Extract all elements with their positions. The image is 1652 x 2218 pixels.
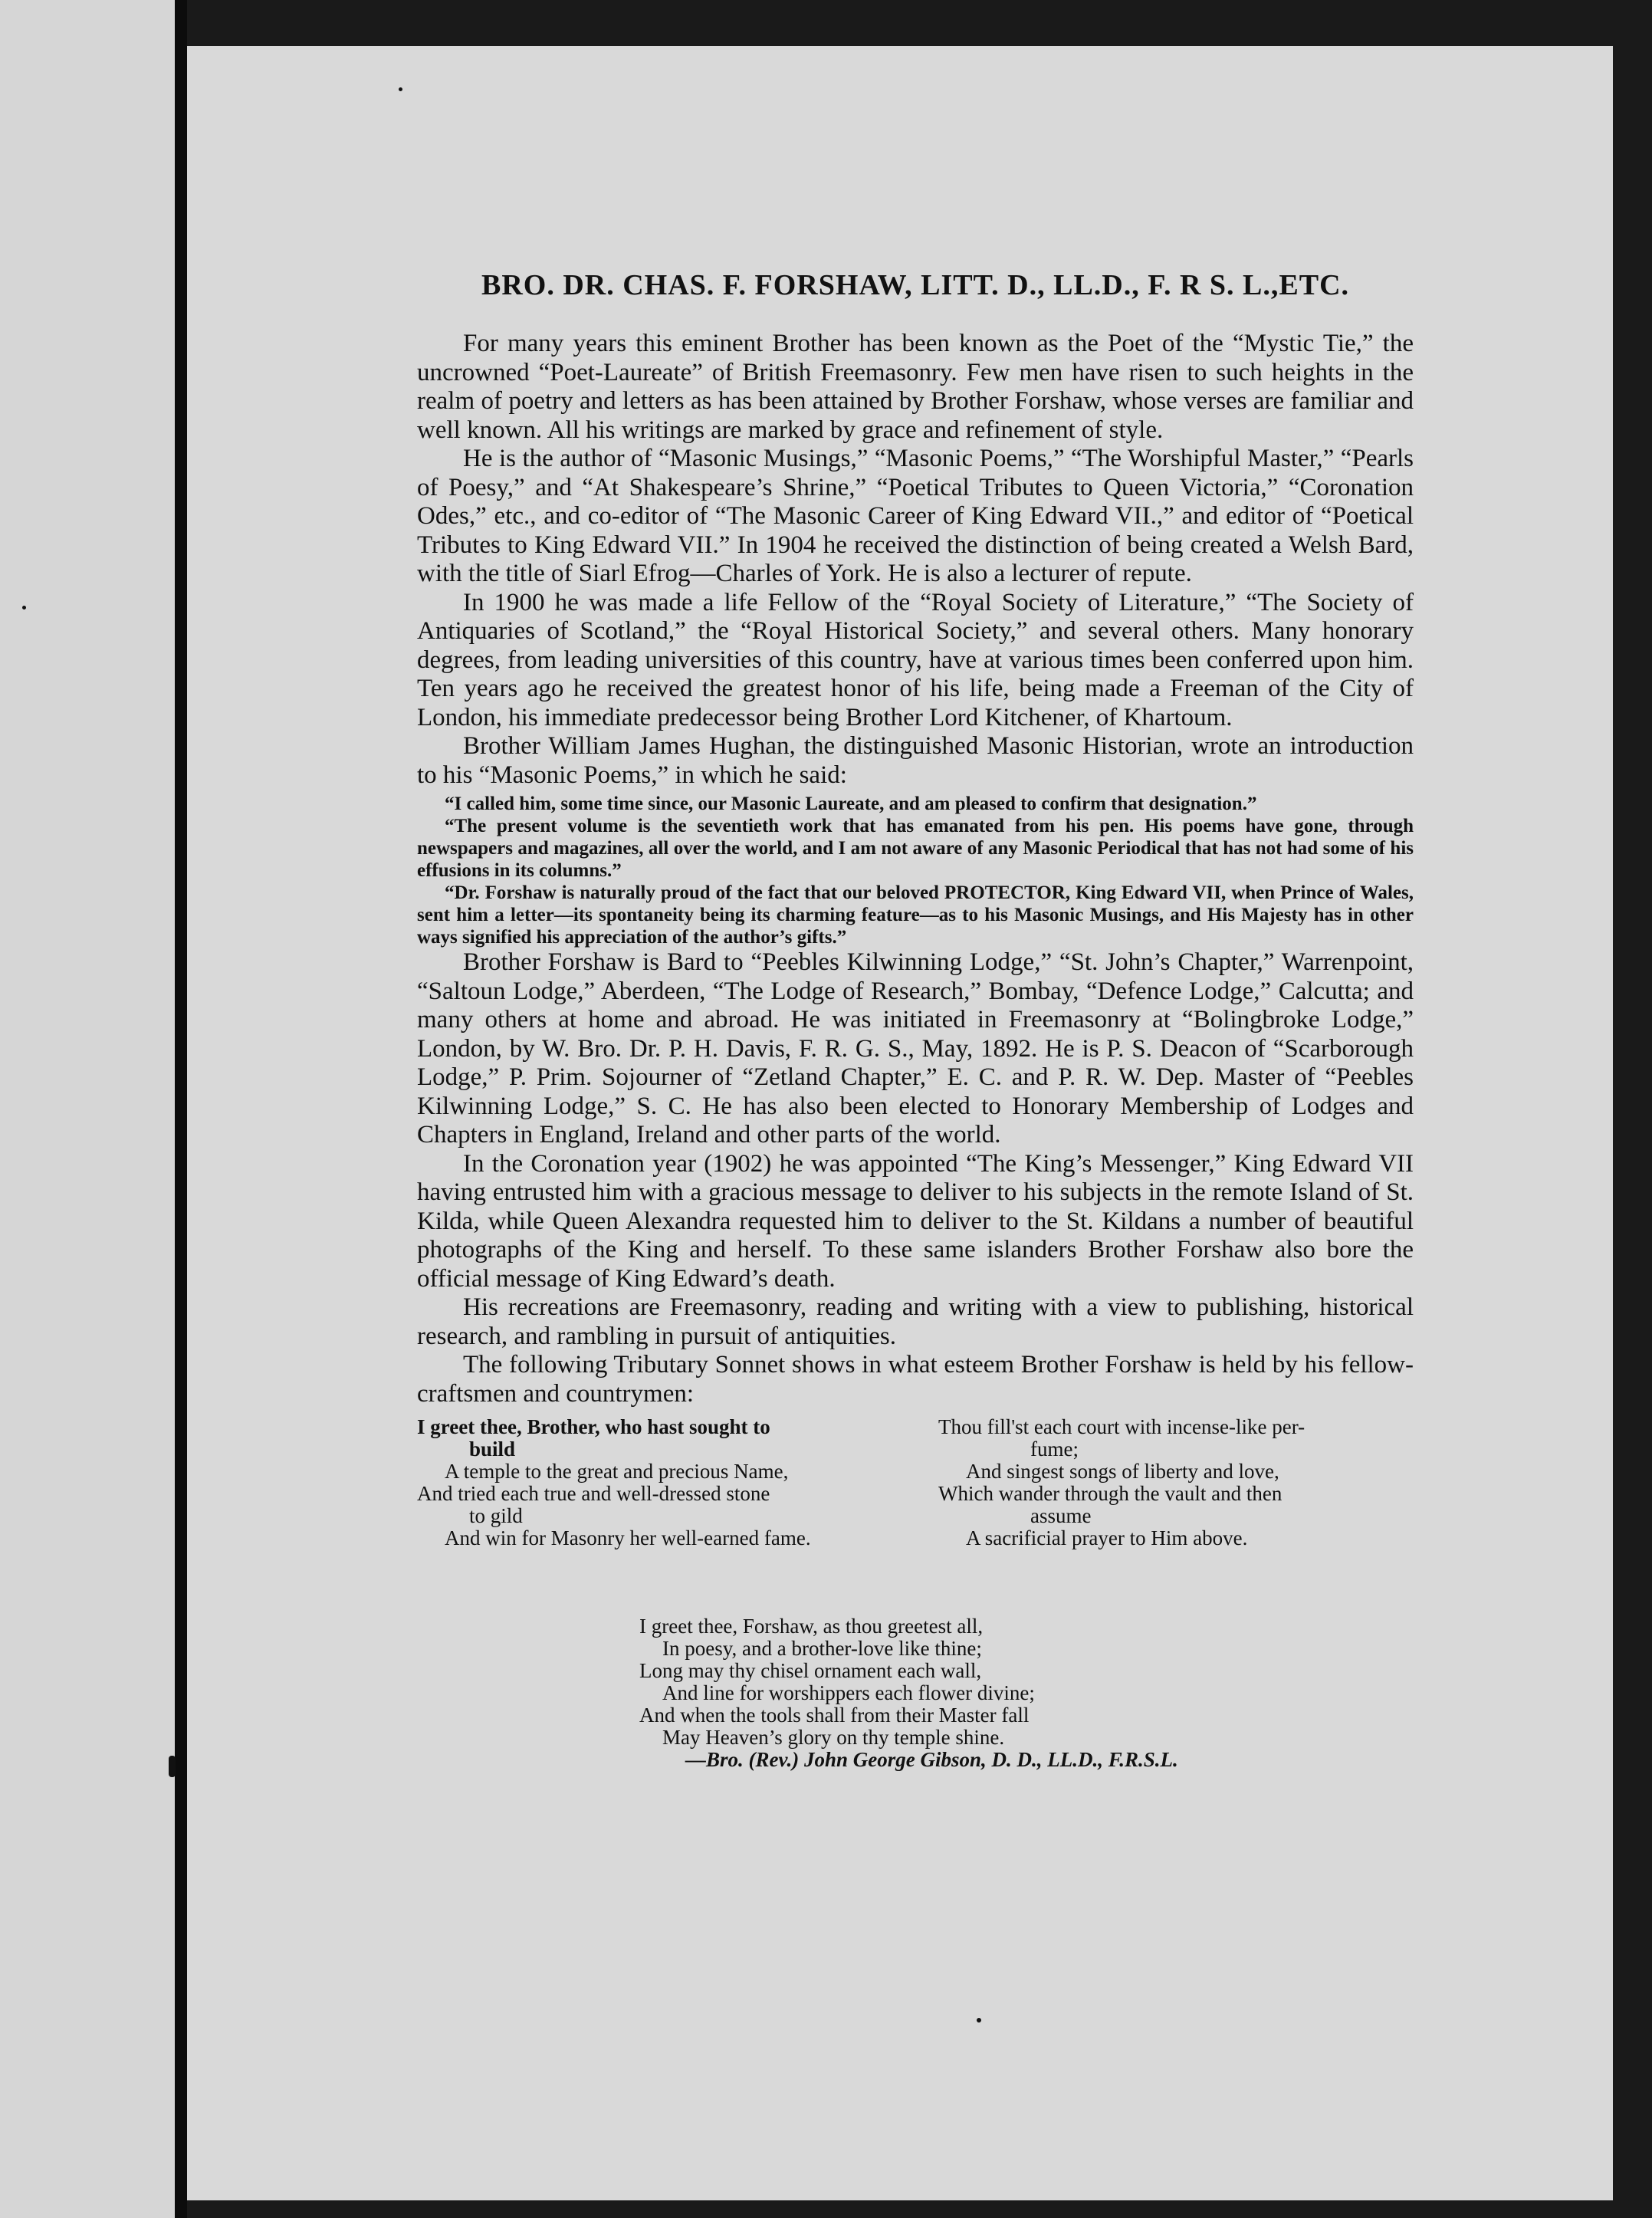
paragraph: His recreations are Freemasonry, reading and writing with a view to publishing, historical research, and rambling in pursuit of antiquities. — [417, 1293, 1414, 1350]
sonnet-line: And singest songs of liberty and love, — [966, 1460, 1279, 1483]
paragraph: He is the author of “Masonic Musings,” “Masonic Poems,” “The Worshipful Master,” “Pearls of Poesy,” and “At Shakespeare’s Shrine,” “Poetical Tributes to Queen Victoria,” “Coronation Odes,” etc., and co-editor of “The Masonic Career of King Edward VII.,” and editor of “Poetical Tributes to King Edward VII.” In 1904 he received the distinction of being created a Welsh Bard, with the title of Siarl Efrog—Charles of York. He is also a lecturer of repute. — [417, 445, 1414, 587]
scanned-page — [187, 46, 1613, 2200]
paragraph: For many years this eminent Brother has been known as the Poet of the “Mystic Tie,” the uncrowned “Poet-Laureate” of British Freemasonry. Few men have risen to such heights in the realm of poetry and letters as has been attained by Brother Forshaw, whose verses are familiar and well known. All his writings are marked by grace and refinement of style. — [417, 330, 1414, 444]
sonnet-line: And tried each true and well-dressed stone — [417, 1482, 770, 1505]
sonnet-line: A sacrificial prayer to Him above. — [966, 1526, 1248, 1549]
sonnet-line: assume — [1030, 1504, 1092, 1527]
book-spine — [175, 0, 187, 2218]
sonnet-left-column — [417, 1416, 892, 1549]
sonnet-final-stanza — [639, 1615, 1414, 1771]
sonnet-line: I greet thee, Brother, who hast sought to — [417, 1415, 770, 1438]
sonnet-columns — [417, 1416, 1414, 1569]
article — [417, 268, 1414, 1771]
sonnet-line: A temple to the great and precious Name, — [445, 1460, 789, 1483]
page-title: BRO. DR. CHAS. F. FORSHAW, LITT. D., LL.D., F. R S. L.,ETC. — [481, 269, 1350, 301]
sonnet-line: In poesy, and a brother-love like thine; — [662, 1637, 982, 1660]
sonnet-line: May Heaven’s glory on thy temple shine. — [662, 1726, 1005, 1749]
sonnet-line: Thou fill'st each court with incense-like per- — [938, 1415, 1306, 1438]
sonnet-line: And when the tools shall from their Master fall — [639, 1704, 1030, 1727]
speck — [22, 606, 26, 610]
paragraph: The following Tributary Sonnet shows in what esteem Brother Forshaw is held by his fellow-craftsmen and countrymen: — [417, 1351, 1414, 1408]
quotation: “I called him, some time since, our Masonic Laureate, and am pleased to confirm that designation.” — [445, 794, 1257, 814]
paragraph: In 1900 he was made a life Fellow of the “Royal Society of Literature,” “The Society of Antiquaries of Scotland,” the “Royal Historical Society,” and several others. Many honorary degrees, from leading universities of this country, have at various times been conferred upon him. Ten years ago he received the greatest honor of his life, being made a Freeman of the City of London, his immediate predecessor being Brother Lord Kitchener, of Khartoum. — [417, 588, 1414, 731]
speck — [399, 87, 402, 91]
sonnet-line: to gild — [469, 1504, 523, 1527]
sonnet-line: And win for Masonry her well-earned fame. — [445, 1526, 811, 1549]
paragraph: Brother William James Hughan, the distinguished Masonic Historian, wrote an introduction to his “Masonic Poems,” in which he said: — [417, 732, 1414, 789]
sonnet-line: And line for worshippers each flower divine; — [662, 1681, 1035, 1704]
left-page-edge — [0, 0, 175, 2218]
sonnet-line: Long may thy chisel ornament each wall, — [639, 1659, 982, 1682]
sonnet-line: I greet thee, Forshaw, as thou greetest all, — [639, 1615, 984, 1638]
paragraph: In the Coronation year (1902) he was appointed “The King’s Messenger,” King Edward VII having entrusted him with a gracious message to deliver to his subjects in the remote Island of St. Kilda, while Queen Alexandra requested him to deliver to the St. Kildans a number of beautiful photographs of the King and herself. To these same islanders Brother Forshaw also bore the official message of King Edward’s death. — [417, 1149, 1414, 1293]
sonnet-line: build — [469, 1438, 516, 1461]
quotation: “Dr. Forshaw is naturally proud of the fact that our beloved PROTECTOR, King Edward VII, when Prince of Wales, sent him a letter—its spontaneity being its charming feature—as to his Masonic Musings, and His Majesty has in other ways signified his appreciation of the author’s gifts.” — [417, 882, 1414, 948]
sonnet-line: Which wander through the vault and then — [938, 1482, 1283, 1505]
speck — [977, 2018, 981, 2022]
sonnet-line: fume; — [1030, 1438, 1079, 1461]
attribution: —Bro. (Rev.) John George Gibson, D. D., LL.D., F.R.S.L. — [685, 1748, 1178, 1771]
quotation: “The present volume is the seventieth work that has emanated from his pen. His poems have gone, through newspapers and magazines, all over the world, and I am not aware of any Masonic Periodical that has not had some of his effusions in its columns.” — [417, 816, 1414, 881]
binding-mark — [169, 1756, 176, 1777]
paragraph: Brother Forshaw is Bard to “Peebles Kilwinning Lodge,” “St. John’s Chapter,” Warrenpoint, “Saltoun Lodge,” Aberdeen, “The Lodge of Research,” Bombay, “Defence Lodge,” Calcutta; and many others at home and abroad. He was initiated in Freemasonry at “Bolingbroke Lodge,” London, by W. Bro. Dr. P. H. Davis, F. R. G. S., May, 1892. He is P. S. Deacon of “Scarborough Lodge,” P. Prim. Sojourner of “Zetland Chapter,” E. C. and P. R. W. Dep. Master of “Peebles Kilwinning Lodge,” S. C. He has also been elected to Honorary Membership of Lodges and Chapters in England, Ireland and other parts of the world. — [417, 948, 1414, 1148]
sonnet-right-column — [938, 1416, 1414, 1549]
